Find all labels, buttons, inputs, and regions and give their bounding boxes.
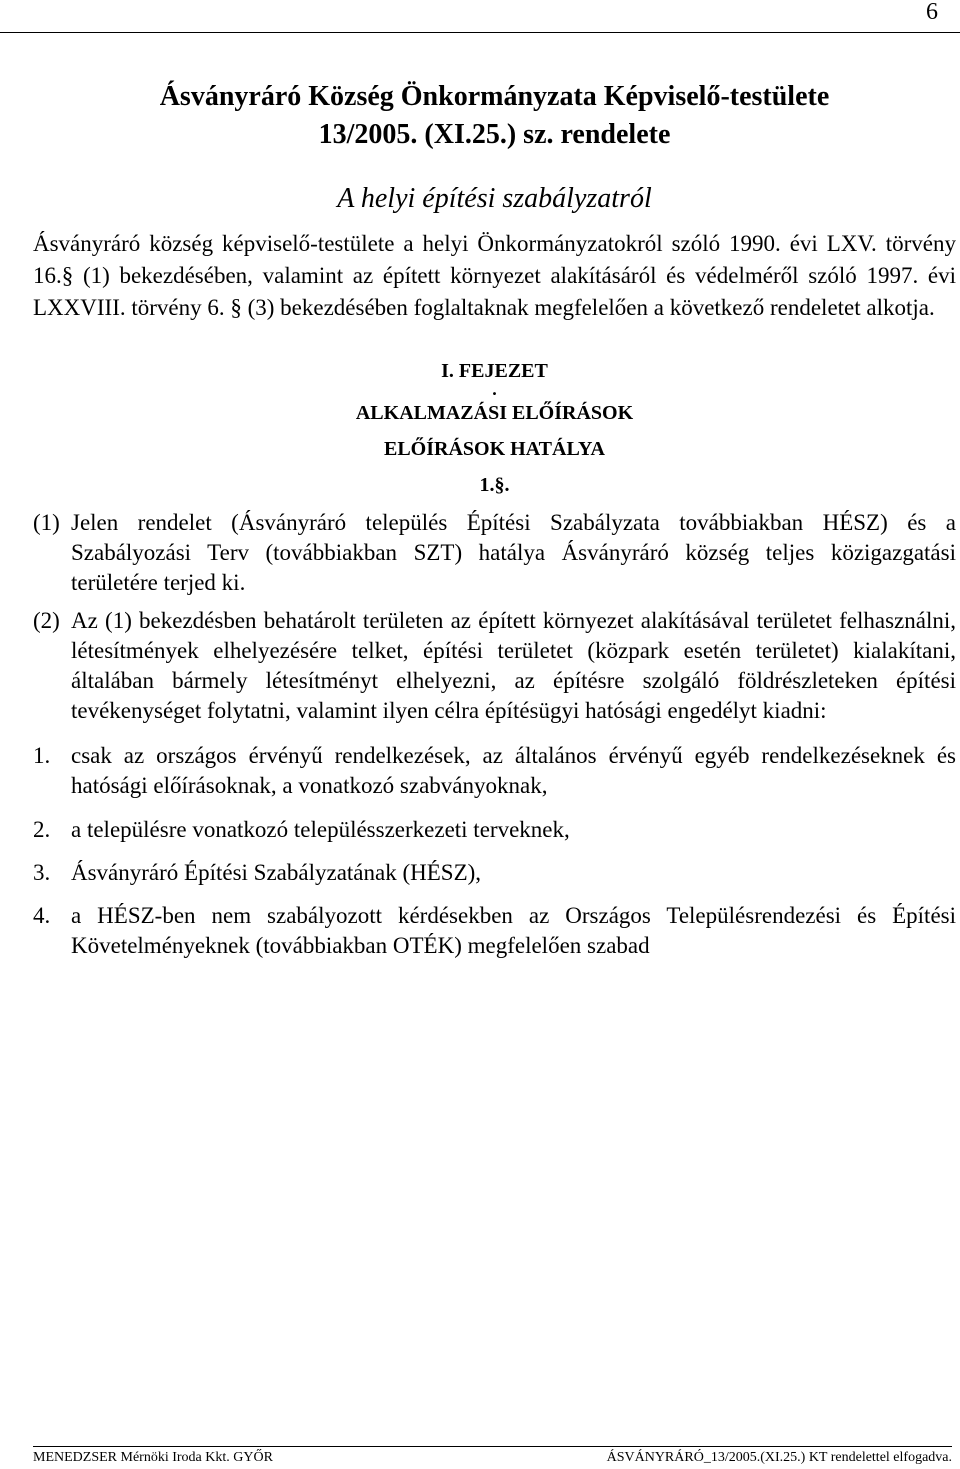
list-item-number: 2. [33, 817, 51, 842]
document-subtitle: A helyi építési szabályzatról [337, 183, 652, 214]
section-number: 1.§. [479, 474, 510, 496]
preamble-text: Ásványráró község képviselő-testülete a helyi Önkormányzatokról szóló 1990. évi LXV. törvény 16.§ (1) bekezdésében, valamint az épített környezet alakításáról és védelméről szóló 1997. évi LXXVIII. törvény 6. § (3) bekezdésében foglaltaknak megfelelően a következő rendeletet alkotja. [33, 231, 956, 320]
footer-right-text: ÁSVÁNYRÁRÓ_13/2005.(XI.25.) KT rendelettel elfogadva. [606, 1450, 952, 1465]
paragraph [33, 508, 956, 598]
list-item-text: a településre vonatkozó településszerkezeti terveknek, [71, 817, 570, 842]
list-item-number: 3. [33, 860, 51, 885]
list-item-text: csak az országos érvényű rendelkezések, az általános érvényű egyéb rendelkezéseknek és hatósági előírásoknak, a vonatkozó szabványoknak, [71, 743, 956, 798]
paragraph-text: Az (1) bekezdésben behatárolt területen az épített környezet alakításával területet felhasználni, létesítmények elhelyezésére telket, építési területet (közpark esetén területet) kialakítani, általában bármely létesítményt elhelyezni, az építésre szolgáló földrészleteken építési tevékenységet folytatni, valamint ilyen célra építésügyi hatósági engedélyt kiadni: [71, 608, 956, 723]
footer-rule [33, 1446, 952, 1447]
list-item [33, 901, 956, 961]
footer-left-text: MENEDZSER Mérnöki Iroda Kkt. GYŐR [33, 1450, 273, 1465]
section-title: ELŐÍRÁSOK HATÁLYA [384, 438, 605, 460]
paragraph [33, 606, 956, 726]
document-title-line-1: Ásványráró Község Önkormányzata Képviselő-testülete [159, 81, 830, 112]
list-item-text: a HÉSZ-ben nem szabályozott kérdésekben az Országos Településrendezési és Építési Követelményeknek (továbbiakban OTÉK) megfelelően szabad [71, 903, 956, 958]
list-item-text: Ásványráró Építési Szabályzatának (HÉSZ), [71, 860, 482, 885]
list-item [33, 858, 956, 888]
list-item [33, 741, 956, 801]
paragraph-number: (1) [33, 510, 60, 535]
paragraph-number: (2) [33, 608, 60, 633]
document-title-line-2: 13/2005. (XI.25.) sz. rendelete [318, 119, 671, 150]
chapter-dot: . [492, 379, 497, 399]
chapter-heading: I. FEJEZET [441, 360, 548, 382]
chapter-name: ALKALMAZÁSI ELŐÍRÁSOK [355, 402, 634, 424]
paragraph-text: Jelen rendelet (Ásványráró település Építési Szabályzata továbbiakban HÉSZ) és a Szabályozási Terv (továbbiakban SZT) hatálya Ásványráró község teljes közigazgatási területére terjed ki. [71, 510, 956, 595]
list-item [33, 815, 956, 845]
header-rule [0, 32, 960, 33]
document-body [33, 78, 956, 961]
list-item-number: 1. [33, 743, 51, 768]
page-number: 6 [926, 0, 938, 25]
list-item-number: 4. [33, 903, 51, 928]
